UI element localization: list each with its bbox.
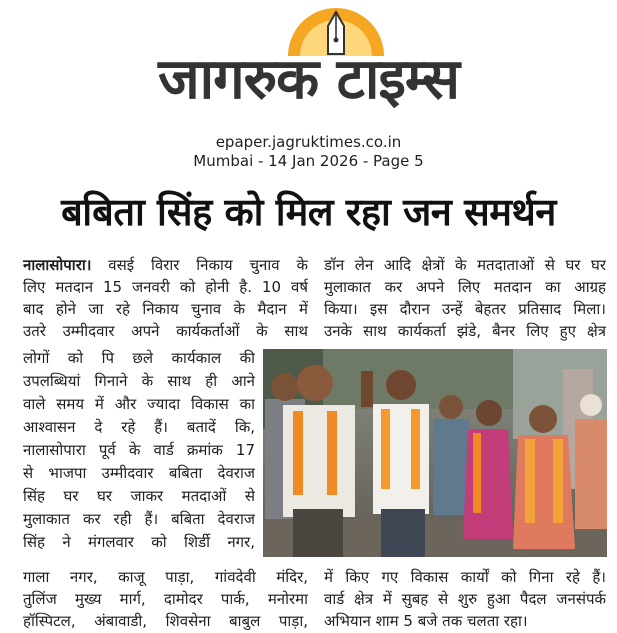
body-line	[23, 254, 308, 276]
body-line: किया। इस दौरान उन्हें बेहतर प्रतिसाद मिला।	[324, 300, 606, 318]
body-line: डॉन लेन आदि क्षेत्रों के मतदाताओं से घर घर	[324, 256, 606, 274]
body-line: उपलब्धियां गिनाने के साथ ही आने	[23, 372, 255, 390]
dateline: नालासोपारा।	[23, 256, 92, 274]
masthead-title: जागरुक टाइम्स	[158, 47, 459, 112]
body-line: गाला नगर, काजू पाड़ा, गांवदेवी मंदिर,	[23, 568, 308, 586]
article-headline: बबिता सिंह को मिल रहा जन समर्थन	[61, 190, 556, 234]
body-text: वसई विरार निकाय चुनाव के	[91, 256, 308, 274]
news-photo	[263, 349, 607, 557]
body-line: आश्वासन दे रहे हैं। बतादें कि,	[23, 418, 255, 436]
body-line: वाले समय में और ज्यादा विकास का	[23, 395, 255, 413]
body-line: उनके साथ कार्यकर्ता झंडे, बैनर लिए हुए क्षेत्र	[324, 322, 606, 340]
body-line: उतरे उम्मीदवार अपने कार्यकर्ताओं के साथ	[23, 322, 308, 340]
masthead	[0, 0, 617, 120]
body-line: लोगों को पि छले कार्यकाल की	[23, 349, 255, 367]
body-line: हॉस्पिटल, अंबावाडी, शिवसेना बाबुल पाड़ा,	[23, 612, 308, 630]
epaper-url: epaper.jagruktimes.co.in	[215, 133, 402, 151]
body-line: अभियान शाम 5 बजे तक चलता रहा।	[324, 612, 528, 630]
body-line: में किए गए विकास कार्यों को गिना रहे हैं।	[324, 568, 606, 586]
body-line: वार्ड क्षेत्र में सुबह से शुरु हुआ पैदल जनसंपर्क	[324, 590, 606, 608]
body-line: नालासोपारा पूर्व के वार्ड क्रमांक 17	[23, 441, 255, 459]
edition-date-page: Mumbai - 14 Jan 2026 - Page 5	[193, 152, 424, 170]
body-line: बाद होने जा रहे निकाय चुनाव के मैदान में	[23, 300, 308, 318]
body-line: मुलाकात कर अपने लिए मतदान का आग्रह	[324, 278, 606, 296]
body-line: सिंह घर घर जाकर मतदाओं से	[23, 487, 255, 505]
body-line: सिंह ने मंगलवार को शिर्डी नगर,	[23, 533, 255, 551]
campaign-crowd-photo	[263, 349, 607, 557]
body-line: मुलाकात कर रही हैं। बबिता देवराज	[23, 510, 255, 528]
body-line: से भाजपा उम्मीदवार बबिता देवराज	[23, 464, 255, 482]
body-line: लिए मतदान 15 जनवरी को होनी है. 10 वर्ष	[23, 278, 308, 296]
body-line: तुलिंज मुख्य मार्ग, दामोदर पार्क, मनोरमा	[23, 590, 308, 608]
